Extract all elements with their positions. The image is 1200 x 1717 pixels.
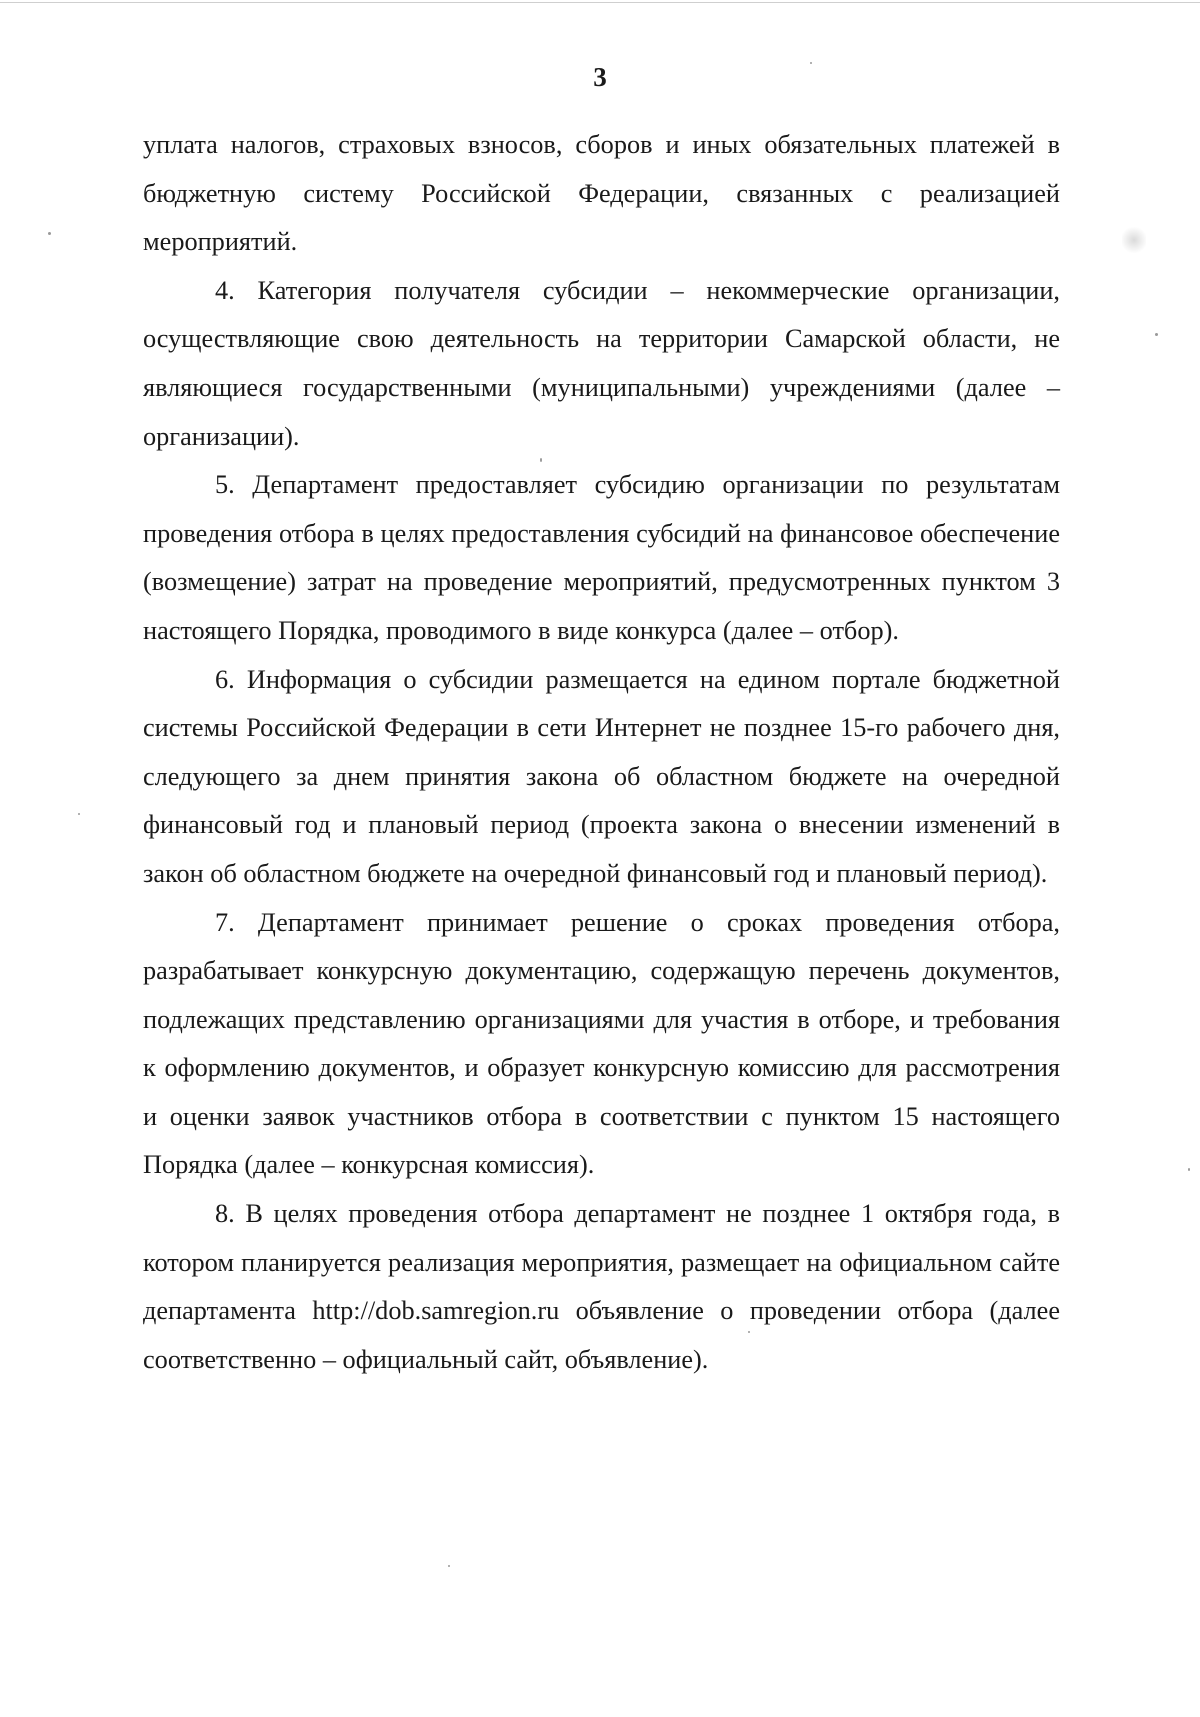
scan-smudge <box>1122 225 1146 255</box>
scan-speck <box>448 1565 450 1567</box>
scan-speck <box>810 62 812 64</box>
paragraph-5: 5. Департамент предоставляет субсидию организации по результатам проведения отбора в целях предоставления субсидий на финансовое обеспечение (возмещение) затрат на проведение мероприятий, предусмотренных пунктом 3 настоящего Порядка, проводимого в виде конкурса (далее – отбор). <box>143 470 1060 645</box>
scan-speck <box>1188 1168 1190 1171</box>
scan-speck <box>748 1331 750 1333</box>
scan-speck <box>48 232 51 235</box>
document-body <box>143 121 1060 1384</box>
scan-speck <box>78 813 80 815</box>
page-number: 3 <box>593 62 607 92</box>
paragraph-6: 6. Информация о субсидии размещается на едином портале бюджетной системы Российской Федерации в сети Интернет не позднее 15-го рабочего дня, следующего за днем принятия закона об областном бюджете на очередной финансовый год и плановый период (проекта закона о внесении изменений в закон об областном бюджете на очередной финансовый год и плановый период). <box>143 664 1060 888</box>
paragraph-continuation: уплата налогов, страховых взносов, сборов и иных обязательных платежей в бюджетную систему Российской Федерации, связанных с реализацией мероприятий. <box>143 130 1060 257</box>
paragraph-7: 7. Департамент принимает решение о сроках проведения отбора, разрабатывает конкурсную документацию, содержащую перечень документов, подлежащих представлению организациями для участия в отборе, и требования к оформлению документов, и образует конкурсную комиссию для рассмотрения и оценки заявок участников отбора в соответствии с пунктом 15 настоящего Порядка (далее – конкурсная комиссия). <box>143 907 1060 1180</box>
paragraph-4: 4. Категория получателя субсидии – некоммерческие организации, осуществляющие свою деятельность на территории Самарской области, не являющиеся государственными (муниципальными) учреждениями (далее – организации). <box>143 275 1060 451</box>
scan-top-edge <box>0 2 1200 3</box>
paragraph-8: 8. В целях проведения отбора департамент не позднее 1 октября года, в котором планируется реализация мероприятия, размещает на официальном сайте департамента http://dob.samregion.ru объявление о проведении отбора (далее соответственно – официальный сайт, объявление). <box>143 1199 1060 1374</box>
scan-speck <box>540 458 542 462</box>
scan-speck <box>1155 333 1158 336</box>
